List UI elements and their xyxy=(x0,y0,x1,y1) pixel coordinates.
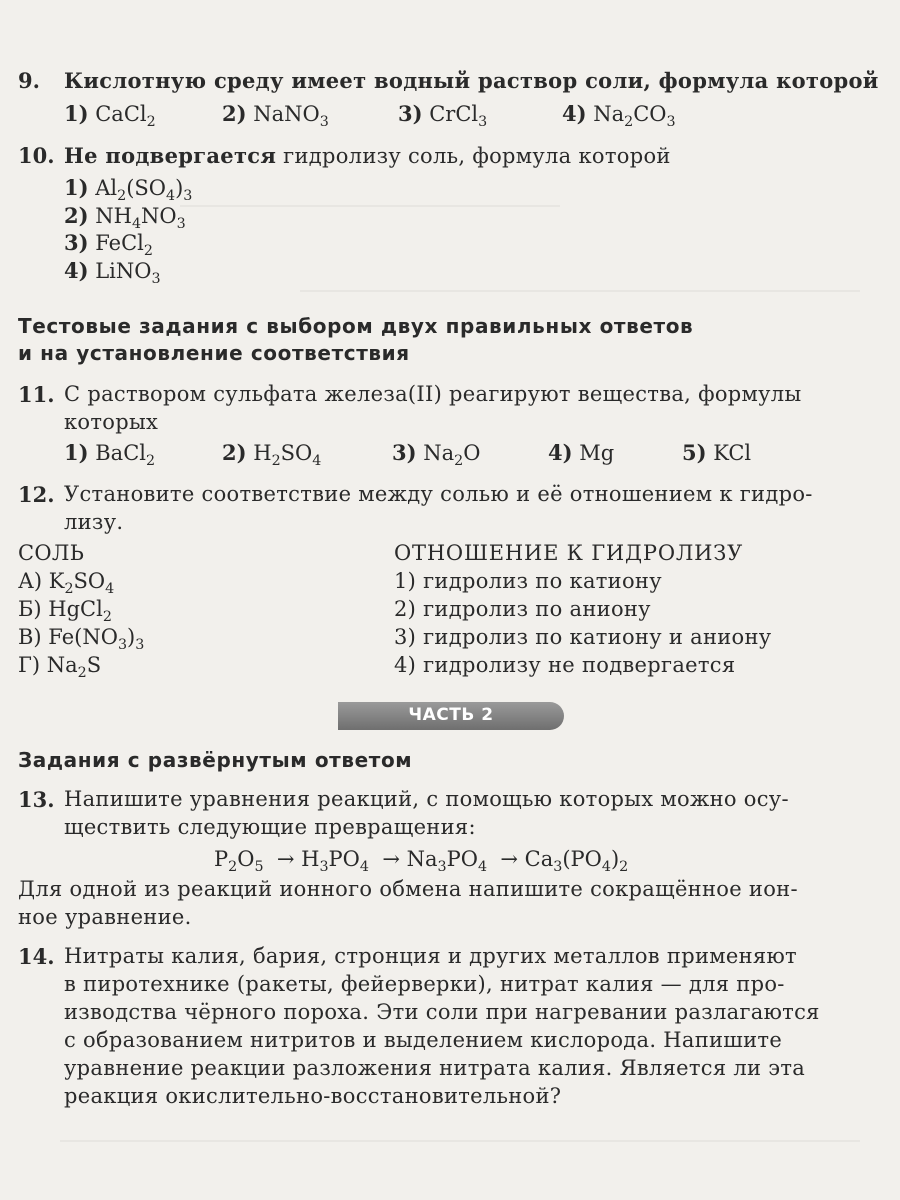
question-10-number: 10. xyxy=(18,143,55,168)
q10-option-1: 1) $Al_2(SO_4)_3$ xyxy=(64,175,193,204)
salt-item-b: Б) HgCl$_2$ xyxy=(18,597,112,625)
q10-option-2: 2) $NH_4NO_3$ xyxy=(64,203,186,232)
question-14-line-2: в пиротехнике (ракеты, фейерверки), нитрат калия — для про- xyxy=(64,972,785,996)
question-14-line-5: уравнение реакции разложения нитрата калия. Является ли эта xyxy=(64,1056,806,1080)
salt-item-g: Г) $Na_2S$ xyxy=(18,653,102,681)
q11-option-1: 1) BaCl$_2$ xyxy=(64,440,156,469)
section-2-heading: Задания с развёрнутым ответом xyxy=(18,748,413,772)
section-heading-line-2: и на установление соответствия xyxy=(18,341,410,365)
q11-option-5: 5) KCl xyxy=(682,440,752,465)
question-9-number: 9. xyxy=(18,68,40,93)
salt-item-v: В) $Fe(NO_3)_3$ xyxy=(18,625,145,653)
question-14-number: 14. xyxy=(18,944,55,969)
column-header-salt: СОЛЬ xyxy=(18,541,85,565)
hydrolysis-option-1: 1) гидролиз по катиону xyxy=(394,569,662,593)
question-13-line-4: ное уравнение. xyxy=(18,905,192,929)
question-10-emphasis: Не подвергается xyxy=(64,143,277,168)
question-10-text xyxy=(64,143,671,168)
hydrolysis-option-3: 3) гидролиз по катиону и аниону xyxy=(394,625,772,649)
question-11-number: 11. xyxy=(18,382,55,407)
bleed-through-line xyxy=(300,290,860,292)
q10-option-4: 4) LiNO$_3$ xyxy=(64,258,161,287)
q11-option-4: 4) Mg xyxy=(548,440,615,465)
question-12-number: 12. xyxy=(18,482,55,507)
question-13-line-3: Для одной из реакций ионного обмена напишите сокращённое ион- xyxy=(18,877,798,901)
part-2-label: ЧАСТЬ 2 xyxy=(408,705,494,725)
hydrolysis-option-2: 2) гидролиз по аниону xyxy=(394,597,651,621)
q11-option-2: 2) $H_2SO_4$ xyxy=(222,440,322,469)
question-13-number: 13. xyxy=(18,787,55,812)
question-14-line-1: Нитраты калия, бария, стронция и других металлов применяют xyxy=(64,944,797,968)
bleed-through-line xyxy=(60,1140,860,1142)
column-header-hydrolysis: ОТНОШЕНИЕ К ГИДРОЛИЗУ xyxy=(394,541,744,565)
question-9-text: Кислотную среду имеет водный раствор соли, формула которой xyxy=(64,68,879,93)
question-10-rest: гидролизу соль, формула которой xyxy=(276,144,671,168)
question-11-line-2: которых xyxy=(64,410,159,434)
part-2-banner xyxy=(338,702,564,730)
q9-option-1: 1) CaCl$_2$ xyxy=(64,101,156,130)
question-12-line-2: лизу. xyxy=(64,510,124,534)
question-11-line-1: С раствором сульфата железа(II) реагируют вещества, формулы xyxy=(64,382,802,406)
question-13-line-1: Напишите уравнения реакций, с помощью которых можно осу- xyxy=(64,787,789,811)
q9-option-4: 4) $Na_2CO_3$ xyxy=(562,101,676,130)
salt-item-a: А) $K_2SO_4$ xyxy=(18,569,115,597)
q11-option-3: 3) $Na_2O$ xyxy=(392,440,481,469)
section-heading-line-1: Тестовые задания с выбором двух правильных ответов xyxy=(18,314,694,338)
bleed-through-line xyxy=(180,205,560,207)
q9-option-3: 3) CrCl$_3$ xyxy=(398,101,488,130)
q10-option-3: 3) FeCl$_2$ xyxy=(64,230,153,259)
transformation-chain: $P_2O_5 \to H_3PO_4 \to Na_3PO_4 \to Ca_3(PO_4)_2$ xyxy=(214,847,629,875)
question-13-line-2: ществить следующие превращения: xyxy=(64,815,476,839)
q9-option-2: 2) NaNO$_3$ xyxy=(222,101,329,130)
question-14-line-3: изводства чёрного пороха. Эти соли при нагревании разлагаются xyxy=(64,1000,820,1024)
question-14-line-6: реакция окислительно-восстановительной? xyxy=(64,1084,562,1108)
question-14-line-4: с образованием нитритов и выделением кислорода. Напишите xyxy=(64,1028,783,1052)
question-12-line-1: Установите соответствие между солью и её отношением к гидро- xyxy=(64,482,813,506)
hydrolysis-option-4: 4) гидролизу не подвергается xyxy=(394,653,736,677)
